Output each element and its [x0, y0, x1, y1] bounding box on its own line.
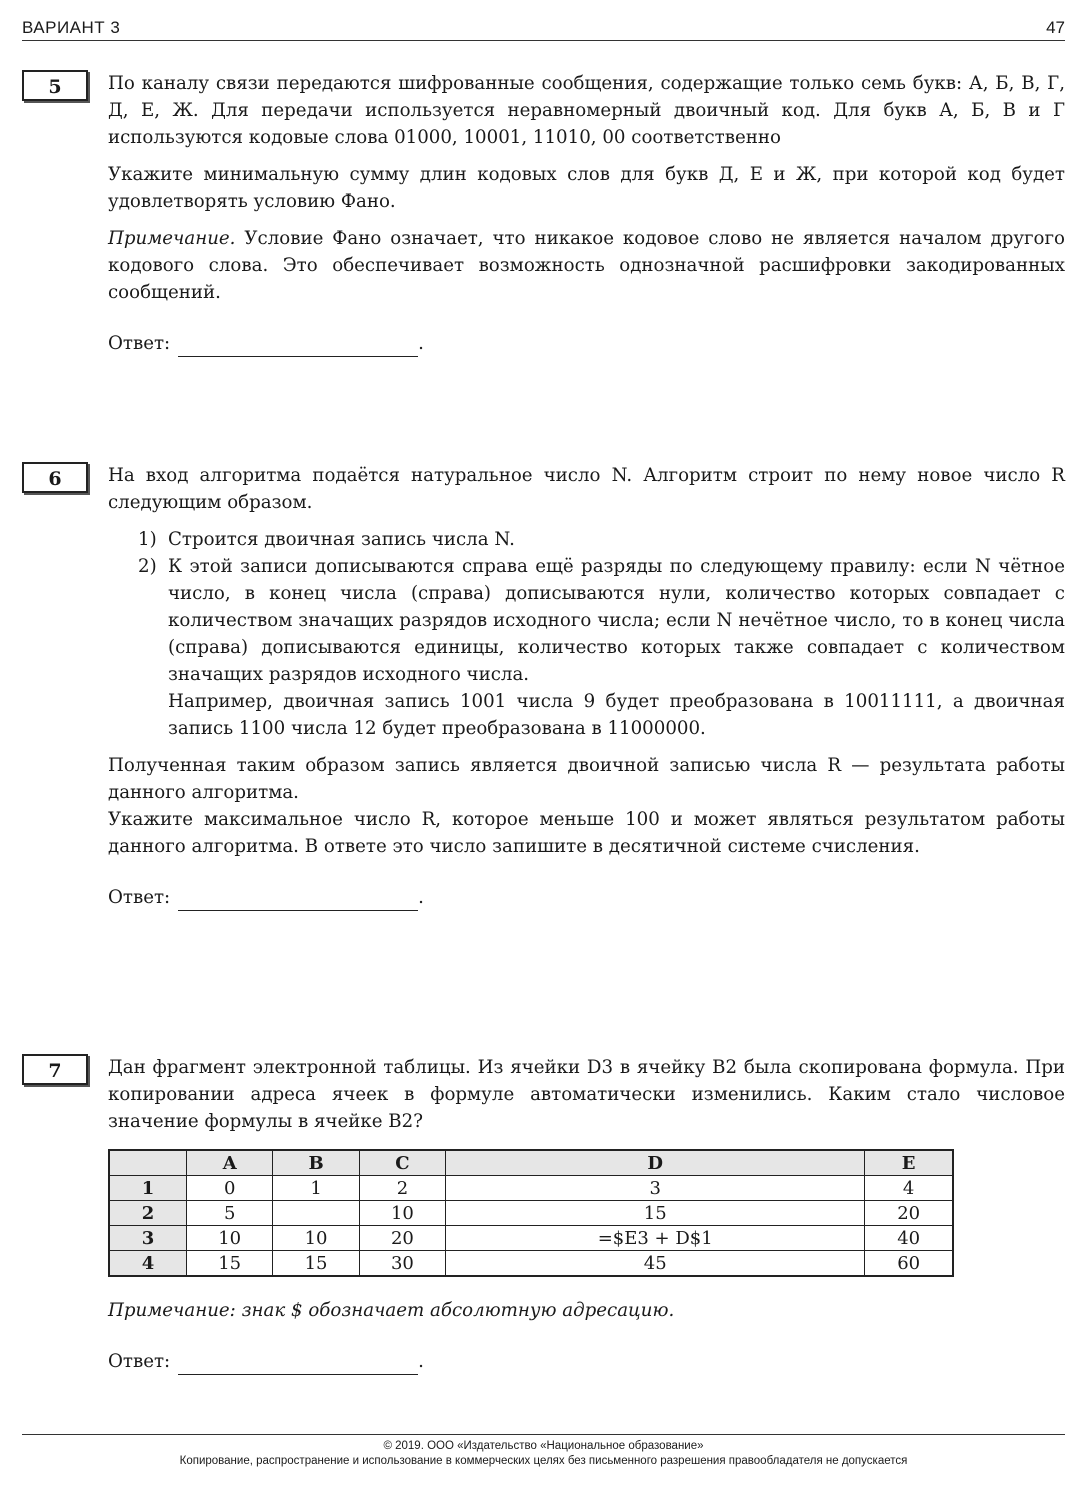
answer-field[interactable]: [178, 336, 418, 357]
table-cell: [273, 1201, 359, 1226]
table-cell: 20: [359, 1226, 445, 1251]
answer-field[interactable]: [178, 890, 418, 911]
table-cell: 10: [187, 1226, 273, 1251]
column-header: C: [359, 1150, 445, 1176]
table-cell: 5: [187, 1201, 273, 1226]
task-text: По каналу связи передаются шифрованные сообщения, содержащие только семь букв: А, Б, В, Г, Д, Е, Ж. Для передачи используется неравномерный двоичный код. Для букв А, Б, В и Г используются кодовые слова 01000, 10001, 11010, 00 соответственно: [108, 73, 1065, 148]
table-cell: 10: [359, 1201, 445, 1226]
example-text: Например, двоичная запись 1001 числа 9 будет преобразована в 10011111, а двоичная запись 1100 числа 12 будет преобразована в 11000000.: [168, 691, 1065, 739]
table-cell: 3: [446, 1176, 865, 1201]
table-cell: 30: [359, 1251, 445, 1277]
column-header: D: [446, 1150, 865, 1176]
task-7: [22, 1054, 1065, 1375]
task-text: Полученная таким образом запись является двоичной записью числа R — результата работы данного алгоритма.: [108, 755, 1065, 803]
answer-row: Ответ: .: [108, 1348, 1065, 1375]
answer-label: Ответ:: [108, 1351, 171, 1372]
table-cell: =$E3 + D$1: [446, 1226, 865, 1251]
list-item: 2) К этой записи дописываются справа ещё разряды по следующему правилу: если N чётное число, в конец числа (справа) дописываются нули, количество которых совпадает с количеством значащих разрядов исходного числа; если N нечётное число, то в конец числа (справа) дописываются единицы, количество которых также совпадает с количеством значащих разрядов исходного числа. Например, двоичная запись 1001 числа 9 будет преобразована в 10011111, а двоичная запись 1100 числа 12 будет преобразована в 11000000.: [138, 556, 1065, 739]
corner-cell: [109, 1150, 187, 1176]
table-row: [109, 1226, 953, 1251]
column-header: E: [865, 1150, 953, 1176]
list-item: 1) Строится двоичная запись числа N.: [138, 529, 515, 550]
task-number: 6: [22, 462, 88, 493]
table-cell: 4: [865, 1176, 953, 1201]
table-cell: 0: [187, 1176, 273, 1201]
table-header-row: [109, 1150, 953, 1176]
column-header: B: [273, 1150, 359, 1176]
task-question: Укажите минимальную сумму длин кодовых слов для букв Д, Е и Ж, при которой код будет удовлетворять условию Фано.: [108, 164, 1065, 212]
copyright-notice: Копирование, распространение и использование в коммерческих целях без письменного разрешения правообладателя не допускается: [179, 1455, 908, 1467]
task-question: Укажите максимальное число R, которое меньше 100 и может являться результатом работы данного алгоритма. В ответе это число запишите в десятичной системе счисления.: [108, 809, 1065, 857]
answer-field[interactable]: [178, 1354, 418, 1375]
row-header: 1: [109, 1176, 187, 1201]
table-row: [109, 1251, 953, 1277]
column-header: A: [187, 1150, 273, 1176]
table-cell: 10: [273, 1226, 359, 1251]
task-number: 7: [22, 1054, 88, 1085]
table-cell: 45: [446, 1251, 865, 1277]
page-footer: [22, 1434, 1065, 1469]
table-cell: 60: [865, 1251, 953, 1277]
answer-label: Ответ:: [108, 333, 171, 354]
answer-row: Ответ: .: [108, 330, 1065, 357]
table-cell: 20: [865, 1201, 953, 1226]
algorithm-steps: [138, 526, 1065, 742]
answer-row: Ответ: .: [108, 884, 1065, 911]
row-header: 3: [109, 1226, 187, 1251]
table-cell: 15: [446, 1201, 865, 1226]
task-5: [22, 70, 1065, 357]
table-row: [109, 1201, 953, 1226]
page-header: [22, 14, 1065, 41]
task-6: [22, 462, 1065, 911]
table-row: [109, 1176, 953, 1201]
task-number: 5: [22, 70, 88, 101]
table-cell: 15: [187, 1251, 273, 1277]
task-text: Дан фрагмент электронной таблицы. Из ячейки D3 в ячейку B2 была скопирована формула. При копировании адреса ячеек в формуле автоматически изменились. Каким стало числовое значение формулы в ячейке B2?: [108, 1057, 1065, 1132]
note-text: Условие Фано означает, что никакое кодовое слово не является началом другого кодового слова. Это обеспечивает возможность однозначной расшифровки закодированных сообщений.: [108, 228, 1065, 303]
table-cell: 15: [273, 1251, 359, 1277]
copyright-line: © 2019. ООО «Издательство «Национальное образование»: [383, 1440, 704, 1452]
row-header: 2: [109, 1201, 187, 1226]
task-text: На вход алгоритма подаётся натуральное число N. Алгоритм строит по нему новое число R следующим образом.: [108, 465, 1065, 513]
table-cell: 40: [865, 1226, 953, 1251]
note-label: Примечание.: [108, 228, 236, 249]
table-cell: 1: [273, 1176, 359, 1201]
variant-label: ВАРИАНТ 3: [22, 18, 121, 37]
answer-label: Ответ:: [108, 887, 171, 908]
task-note: [108, 225, 1065, 306]
row-header: 4: [109, 1251, 187, 1277]
spreadsheet-table: [108, 1149, 954, 1277]
page-number: 47: [1046, 18, 1065, 37]
table-cell: 2: [359, 1176, 445, 1201]
task-note: Примечание: знак $ обозначает абсолютную адресацию.: [108, 1300, 675, 1321]
